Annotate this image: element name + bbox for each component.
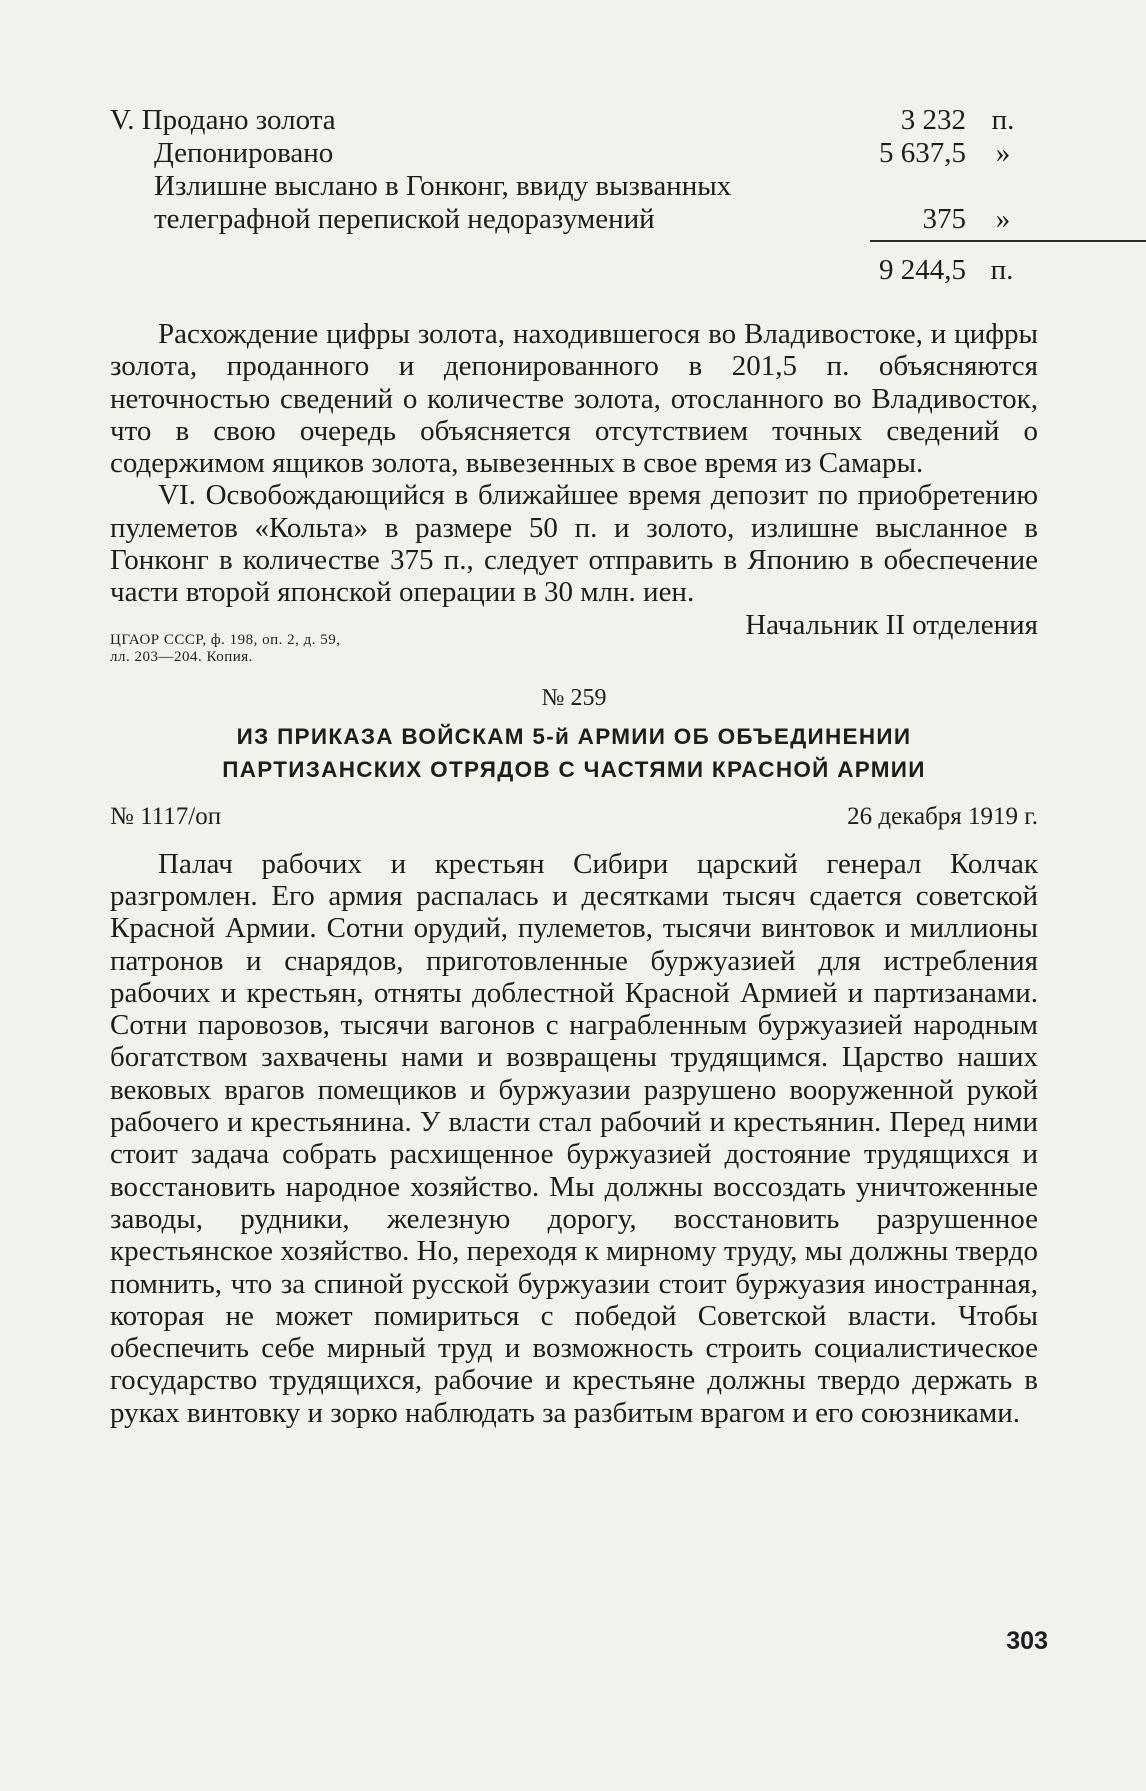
account-row-excess-line2 <box>110 203 1038 236</box>
account-label: телеграфной перепиской недоразумений <box>154 203 655 235</box>
account-row-sold <box>110 104 1038 137</box>
sum-rule <box>870 240 1146 242</box>
account-label: V. Продано золота <box>110 104 336 136</box>
account-unit: » <box>995 203 1011 235</box>
document-title-line: ИЗ ПРИКАЗА ВОЙСКАМ 5-й АРМИИ ОБ ОБЪЕДИНЕНИИ <box>236 723 912 749</box>
signature-line: Начальник II отделения <box>745 608 1038 641</box>
account-value: 5 637,5 <box>879 137 966 169</box>
accounts-table <box>110 104 1038 290</box>
paragraph-deposit: VI. Освобождающийся в ближайшее время депозит по приобретению пулеметов «Кольта» в размере 50 п. и золото, излишне высланное в Гонконг в количестве 375 п., следует отправить в Японию в обеспечение части второй японской операции в 30 млн. иен. <box>110 479 1038 609</box>
account-label: Депонировано <box>154 137 334 169</box>
paragraph-discrepancy: Расхождение цифры золота, находившегося во Владивостоке, и цифры золота, проданного и депонированного в 201,5 п. объясняются неточностью сведений о количестве золота, отосланного во Владивосток, что в свою очередь объясняется отсутствием точных сведений о содержимом ящиков золота, вывезенных в свое время из Самары. <box>110 318 1038 480</box>
document-title-line: ПАРТИЗАНСКИХ ОТРЯДОВ С ЧАСТЯМИ КРАСНОЙ АРМИИ <box>222 756 926 782</box>
document-page <box>110 104 1038 1429</box>
account-row-deposited <box>110 137 1038 170</box>
account-unit: п. <box>991 104 1015 136</box>
order-header <box>110 800 1038 834</box>
document-number: № 259 <box>541 684 607 711</box>
account-total-value: 9 244,5 <box>879 254 966 286</box>
account-row-excess-line1 <box>110 170 1038 203</box>
account-total-unit: п. <box>990 254 1014 286</box>
paragraph-order-text: Палач рабочих и крестьян Сибири царский генерал Колчак разгромлен. Его армия распалась и десятками тысяч сдается советской Красной Армии. Сотни орудий, пулеметов, тысячи винтовок и миллионы патронов и снарядов, приготовленные буржуазией для истребления рабочих и крестьян, отняты доблестной Красной Армией и партизанами. Сотни паровозов, тысячи вагонов с награбленным буржуазией народным богатством захвачены нами и возвращены трудящимся. Царство наших вековых врагов помещиков и буржуазии разрушено вооруженной рукой рабочего и крестьянина. У власти стал рабочий и крестьянин. Перед ними стоит задача собрать расхищенное буржуазией достояние трудящихся и восстановить народное хозяйство. Мы должны воссоздать уничтоженные заводы, рудники, железную дорогу, восстановить разрушенное крестьянское хозяйство. Но, переходя к мирному труду, мы должны твердо помнить, что за спиной русской буржуазии стоит буржуазия иностранная, которая не может помириться с победой Советской власти. Чтобы обеспечить себе мирный труд и возможность строить социалистическое государство трудящихся, рабочие и крестьяне должны твердо держать в руках винтовку и зорко наблюдать за разбитым врагом и его союзниками. <box>110 847 1038 1429</box>
account-total-row <box>110 250 1038 290</box>
account-label: Излишне выслано в Гонконг, ввиду вызванных <box>154 170 732 202</box>
archive-source-line: лл. 203—204. Копия. <box>110 648 253 665</box>
order-number: № 1117/оп <box>110 802 222 830</box>
archive-source-line: ЦГАОР СССР, ф. 198, оп. 2, д. 59, <box>110 631 341 648</box>
page-number: 303 <box>1006 1627 1048 1655</box>
account-unit: » <box>995 137 1011 169</box>
document-title <box>110 720 1038 786</box>
order-date: 26 декабря 1919 г. <box>847 802 1038 830</box>
account-value: 375 <box>922 203 966 235</box>
account-value: 3 232 <box>900 104 966 136</box>
